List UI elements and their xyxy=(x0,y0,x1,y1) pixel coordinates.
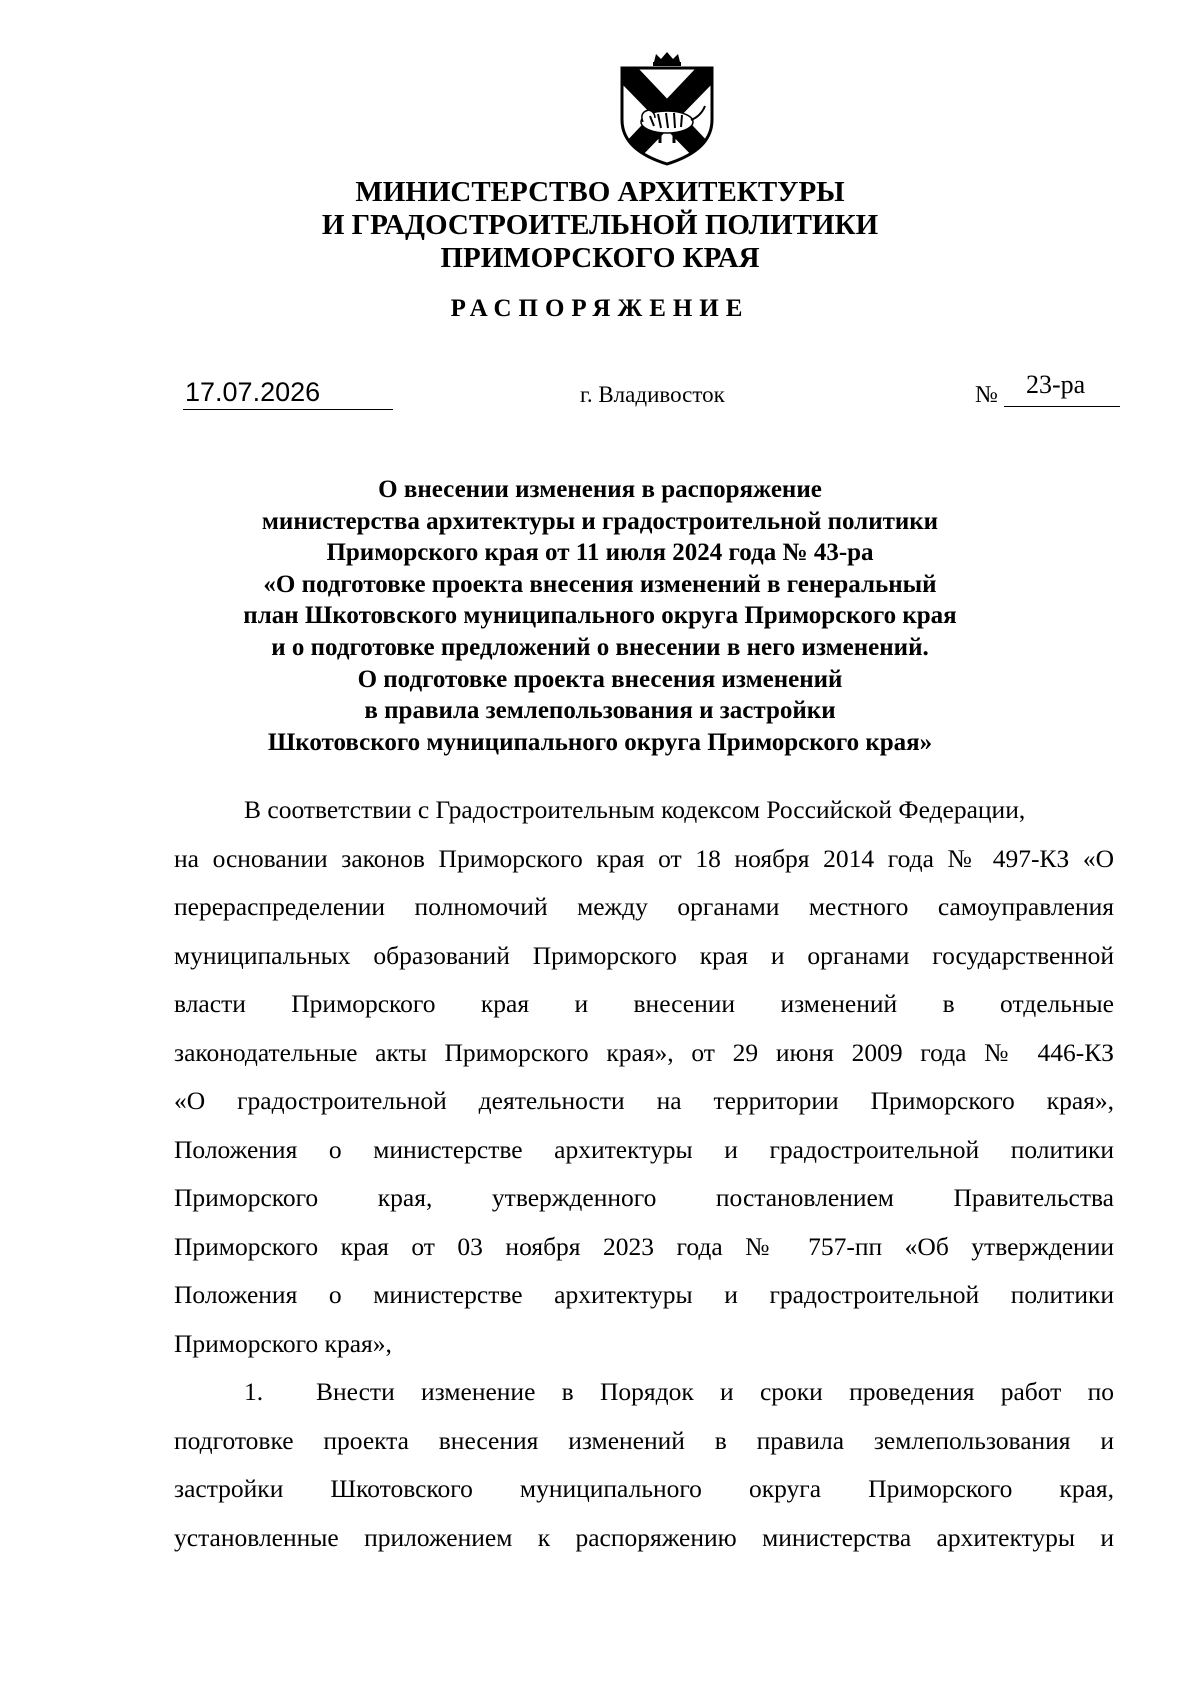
subject-line: О подготовке проекта внесения изменений xyxy=(357,665,843,693)
subject-line: и о подготовке предложений о внесении в него изменений. xyxy=(271,633,929,661)
subject-line: Шкотовского муниципального округа Приморского края» xyxy=(267,728,933,756)
item-1-line: подготовке проекта внесения изменений в правила землепользования и xyxy=(174,1425,1114,1455)
ministry-name-line: И ГРАДОСТРОИТЕЛЬНОЙ ПОЛИТИКИ xyxy=(321,209,879,241)
coat-of-arms-icon xyxy=(616,50,718,168)
document-body xyxy=(174,786,1114,1562)
preamble-line: Приморского края», xyxy=(174,1328,392,1358)
item-number: 1. xyxy=(244,1377,264,1406)
number-field xyxy=(1004,371,1120,407)
preamble-line: «О градостроительной деятельности на территории Приморского края», xyxy=(174,1086,1114,1115)
preamble-line: на основании законов Приморского края от 18 ноября 2014 года № 497-КЗ «О xyxy=(174,843,1114,873)
date-field xyxy=(183,377,393,410)
item-1-first-line xyxy=(174,1368,1114,1417)
ministry-name xyxy=(0,176,1200,275)
number-sign: № xyxy=(975,382,998,408)
item-1-line: установленные приложением к распоряжению министерства архитектуры и xyxy=(174,1522,1114,1552)
preamble-line: Приморского края, утвержденного постановлением Правительства xyxy=(174,1183,1114,1212)
preamble-line: Приморского края от 03 ноября 2023 года № 757-пп «Об утверждении xyxy=(174,1231,1114,1261)
subject-line: министерства архитектуры и градостроительной политики xyxy=(261,507,939,535)
subject-line: Приморского края от 11 июля 2024 года № 43-ра xyxy=(326,539,874,567)
preamble-line: законодательные акты Приморского края», от 29 июня 2009 года № 446-КЗ xyxy=(174,1037,1114,1067)
item-text: Внести изменение в Порядок и сроки проведения работ по xyxy=(316,1377,1114,1406)
preamble-line: Положения о министерстве архитектуры и градостроительной политики xyxy=(174,1280,1114,1309)
item-1-line: застройки Шкотовского муниципального округа Приморского края, xyxy=(174,1474,1114,1503)
preamble-line: Положения о министерстве архитектуры и градостроительной политики xyxy=(174,1134,1114,1164)
preamble-line: власти Приморского края и внесении изменений в отдельные xyxy=(174,989,1114,1018)
city: г. Владивосток xyxy=(580,382,725,407)
subject-line: «О подготовке проекта внесения изменений в генеральный xyxy=(263,570,937,598)
preamble-line: В соответствии с Градостроительным кодексом Российской Федерации, xyxy=(244,795,1026,824)
document-type: РАСПОРЯЖЕНИЕ xyxy=(450,295,750,322)
preamble-line: перераспределении полномочий между органами местного самоуправления xyxy=(174,892,1114,921)
ministry-name-line: ПРИМОРСКОГО КРАЯ xyxy=(440,242,760,274)
document-date: 17.07.2026 xyxy=(185,377,321,407)
document-number: 23-ра xyxy=(1026,370,1086,399)
subject-line: О внесении изменения в распоряжение xyxy=(378,476,822,503)
document-subject xyxy=(0,474,1200,758)
subject-line: в правила землепользования и застройки xyxy=(364,697,836,725)
subject-line: план Шкотовского муниципального округа Приморского края xyxy=(243,602,957,630)
ministry-name-line: МИНИСТЕРСТВО АРХИТЕКТУРЫ xyxy=(355,176,845,208)
preamble-line: муниципальных образований Приморского края и органами государственной xyxy=(174,940,1114,970)
